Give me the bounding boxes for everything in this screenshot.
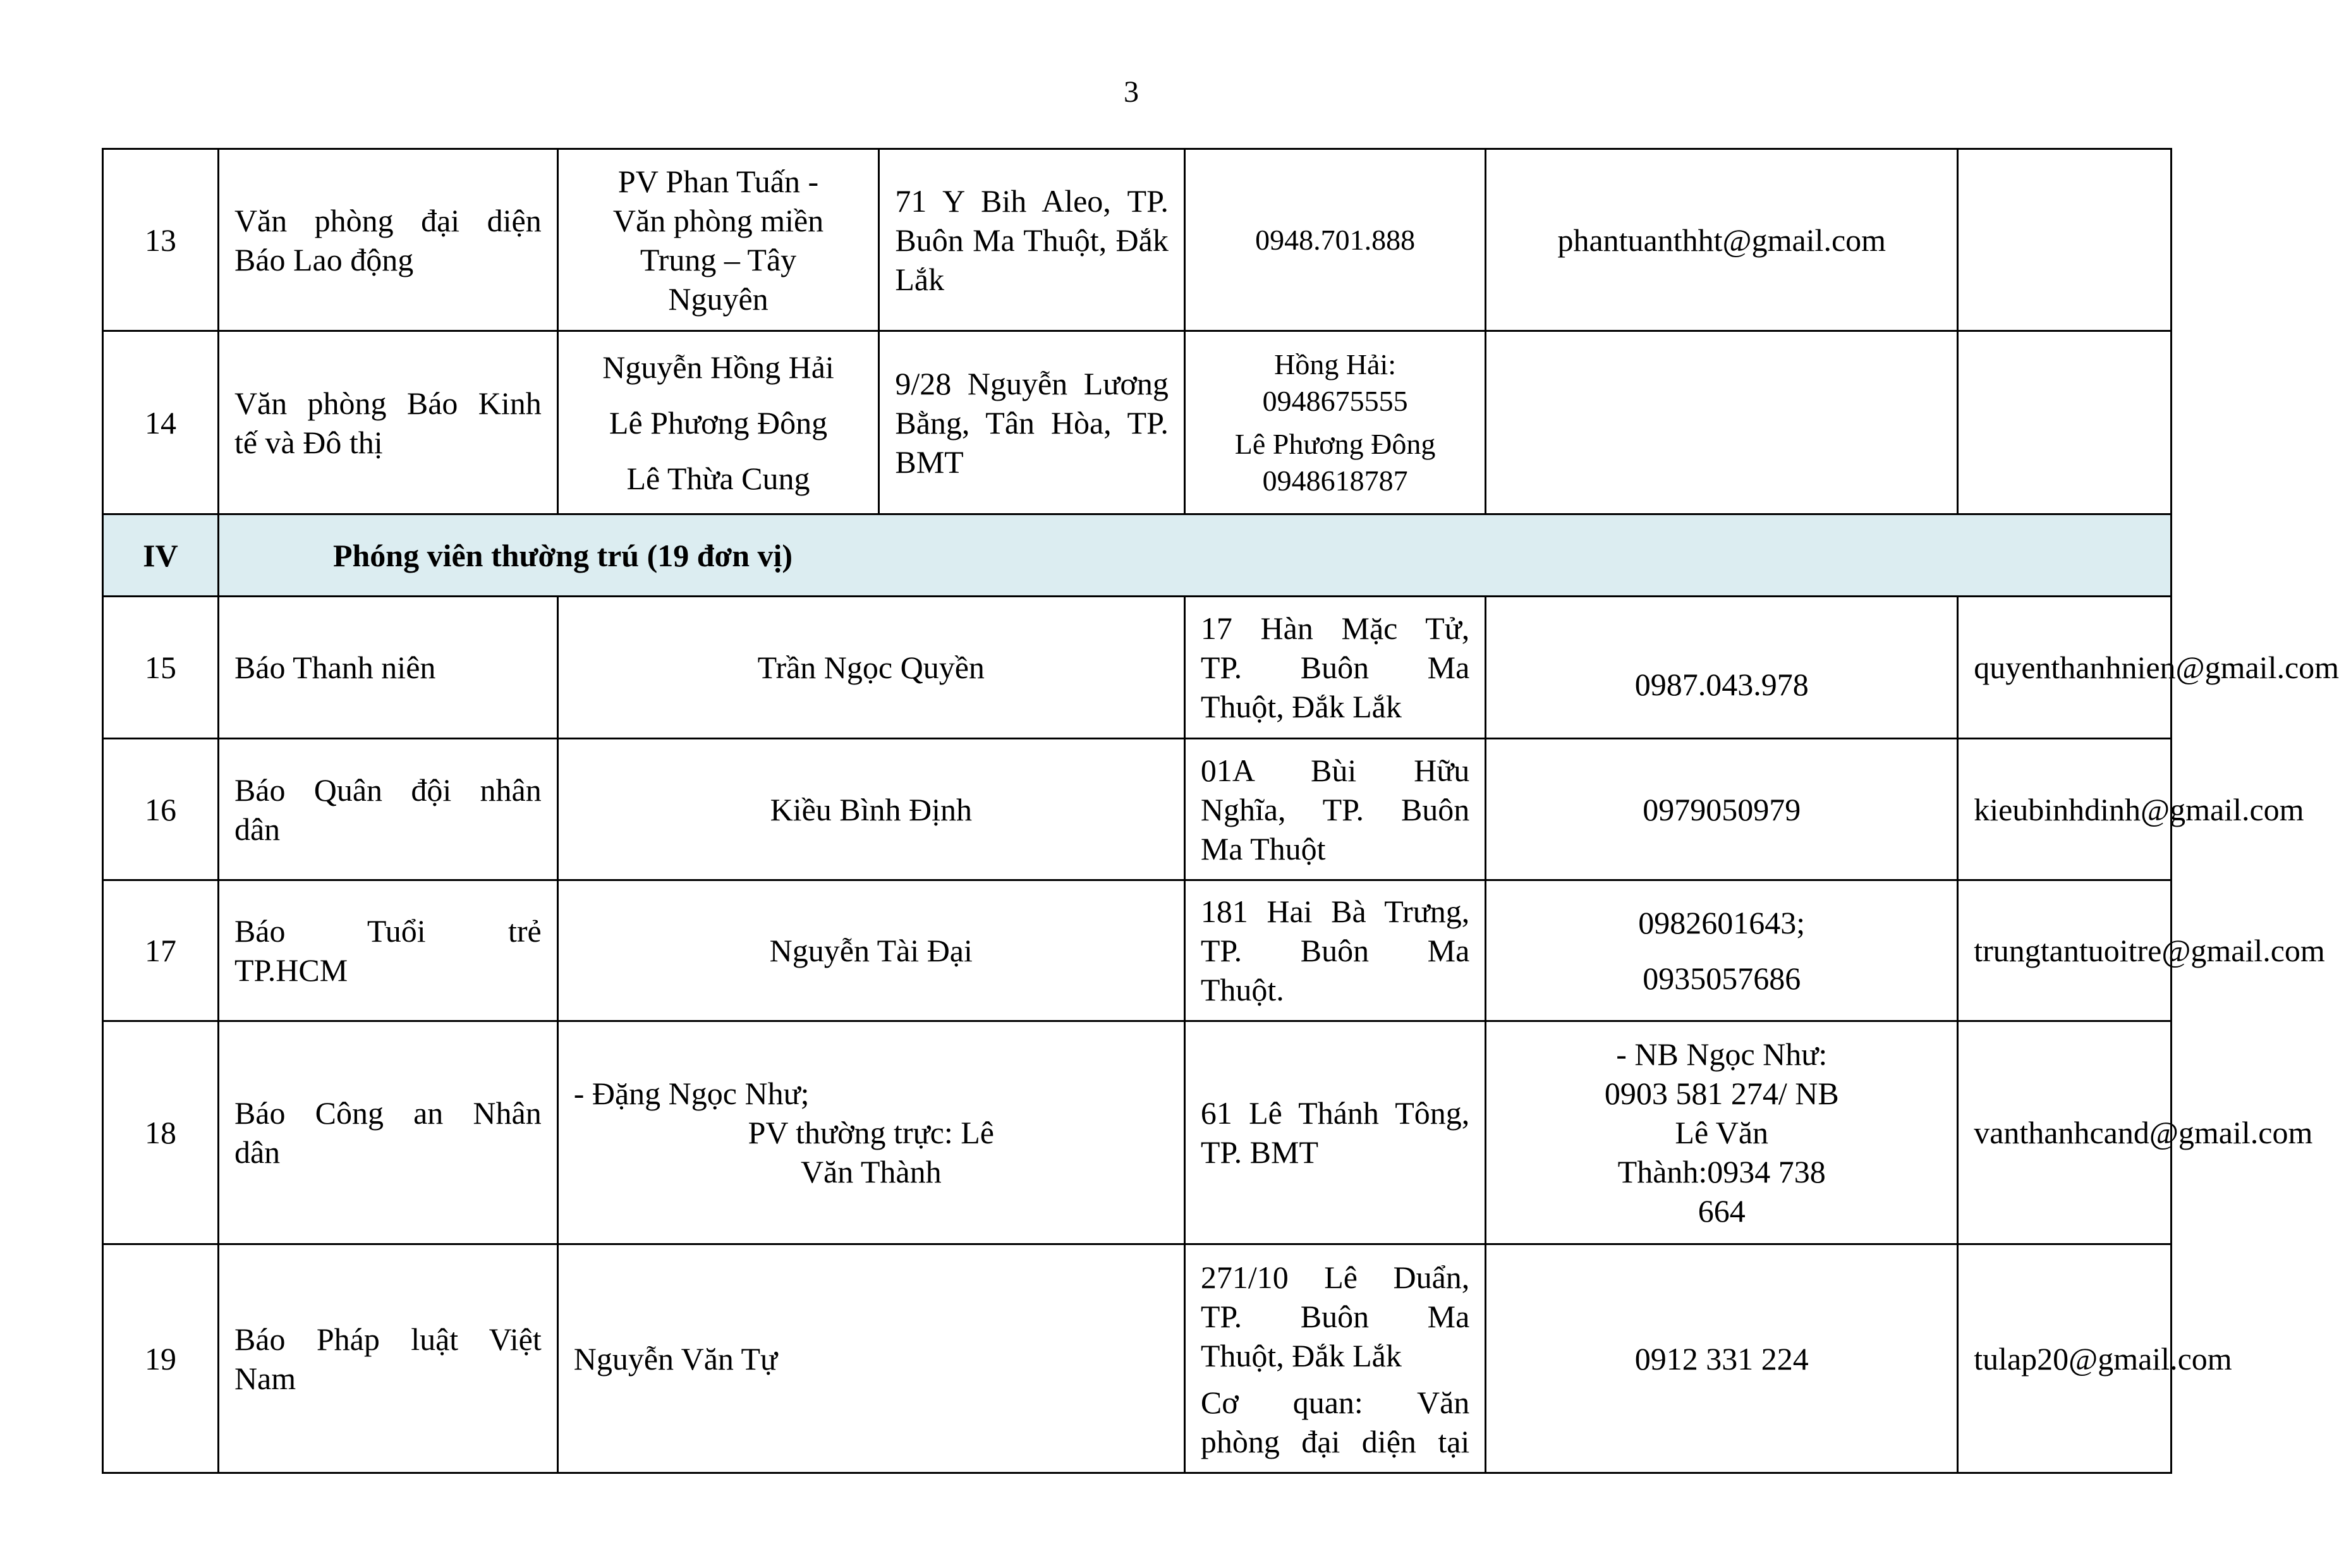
row-number: 13 xyxy=(103,149,219,331)
agency-cell xyxy=(218,149,557,331)
agency-line: Nam xyxy=(234,1360,296,1396)
email-cell: vanthanhcand@gmail.com xyxy=(1958,1021,2172,1244)
contact-line: PV thường trực: Lê xyxy=(748,1115,994,1150)
row-number: 15 xyxy=(103,597,219,739)
phone-cell xyxy=(1486,739,1958,880)
press-contact-table xyxy=(102,148,2339,1474)
contact-cell xyxy=(557,739,1184,880)
address-line: Nghĩa, TP. Buôn xyxy=(1200,791,1470,827)
section-title: Phóng viên thường trú (19 đơn vị) xyxy=(218,514,2171,597)
agency-cell xyxy=(218,331,557,514)
email-cell: phantuanthht@gmail.com xyxy=(1486,149,1958,331)
email-cell: kieubinhdinh@gmail.com xyxy=(1958,739,2172,880)
address-line: Thuột, Đắk Lắk xyxy=(1200,1338,1402,1373)
address-line: Cơ quan: Văn xyxy=(1200,1385,1470,1420)
phone-line: 0935057686 xyxy=(1643,961,1801,996)
agency-cell xyxy=(218,739,557,880)
contact-cell xyxy=(557,1244,1184,1473)
agency-line: dân xyxy=(234,1134,281,1170)
address-line: Thuột, Đắk Lắk xyxy=(1200,689,1402,724)
address-line: 271/10 Lê Duẩn, xyxy=(1200,1260,1470,1295)
contact-line: Văn Thành xyxy=(800,1154,942,1189)
email-cell: quyenthanhnien@gmail.com xyxy=(1958,597,2172,739)
page-number: 3 xyxy=(1124,75,1139,109)
note-cell xyxy=(1958,149,2172,331)
contact-line: Lê Thừa Cung xyxy=(626,460,810,496)
row-number: 14 xyxy=(103,331,219,514)
address-line: BMT xyxy=(895,444,964,480)
address-line: Lắk xyxy=(895,261,945,297)
contact-line: Kiều Bình Định xyxy=(770,791,972,827)
agency-cell xyxy=(218,880,557,1021)
phone-cell xyxy=(1184,149,1485,331)
contact-line: PV Phan Tuấn - xyxy=(617,163,819,199)
contact-line: Trần Ngọc Quyền xyxy=(757,650,985,685)
agency-cell xyxy=(218,1244,557,1473)
phone-cell xyxy=(1486,880,1958,1021)
table-row xyxy=(103,597,2172,739)
table-row xyxy=(103,331,2172,514)
phone-line: 0987.043.978 xyxy=(1634,667,1809,702)
address-cell xyxy=(1184,880,1485,1021)
phone-line: 0948675555 xyxy=(1262,384,1408,417)
phone-line: 0912 331 224 xyxy=(1634,1340,1809,1377)
email-cell: trungtantuoitre@gmail.com xyxy=(1958,880,2172,1021)
row-number: 18 xyxy=(103,1021,219,1244)
phone-line: 0979050979 xyxy=(1643,791,1801,827)
address-line: TP. BMT xyxy=(1200,1134,1319,1170)
contact-cell xyxy=(557,331,879,514)
agency-cell xyxy=(218,597,557,739)
address-line: 181 Hai Bà Trưng, xyxy=(1200,894,1470,929)
contact-cell xyxy=(557,149,879,331)
contact-line: Trung – Tây xyxy=(640,241,797,277)
contact-line: Văn phòng miền xyxy=(612,202,824,238)
table-row xyxy=(103,1021,2172,1244)
agency-line: Văn phòng đại diện xyxy=(234,202,542,238)
phone-line: Hồng Hải: xyxy=(1274,348,1397,380)
address-line: 17 Hàn Mặc Tử, xyxy=(1200,611,1470,646)
phone-line: 664 xyxy=(1698,1193,1746,1229)
address-line: 71 Y Bih Aleo, TP. xyxy=(895,183,1169,219)
address-cell xyxy=(1184,1021,1485,1244)
contact-cell xyxy=(557,597,1184,739)
agency-line: Báo Pháp luật Việt xyxy=(234,1321,542,1357)
phone-line: 0982601643; xyxy=(1638,905,1806,940)
address-line: TP. Buôn Ma xyxy=(1200,1299,1470,1334)
agency-line: dân xyxy=(234,811,281,847)
agency-cell xyxy=(218,1021,557,1244)
agency-line: Báo Công an Nhân xyxy=(234,1095,542,1131)
agency-line: Văn phòng Báo Kinh xyxy=(234,385,542,421)
row-number: 16 xyxy=(103,739,219,880)
contact-line: - Đặng Ngọc Như; xyxy=(573,1076,810,1111)
phone-line: 0948618787 xyxy=(1262,464,1408,497)
phone-line: 0903 581 274/ NB xyxy=(1604,1076,1839,1111)
agency-line: TP.HCM xyxy=(234,952,348,988)
phone-line: Lê Văn xyxy=(1675,1115,1769,1150)
address-line: 9/28 Nguyễn Lương xyxy=(895,365,1169,401)
agency-line: Báo Lao động xyxy=(234,241,414,277)
phone-cell xyxy=(1486,1244,1958,1473)
address-line: Bằng, Tân Hòa, TP. xyxy=(895,404,1169,441)
address-cell xyxy=(1184,1244,1485,1473)
address-line: 01A Bùi Hữu xyxy=(1200,752,1470,788)
table-row xyxy=(103,739,2172,880)
contact-line: Nguyễn Tài Đại xyxy=(769,933,973,968)
address-cell xyxy=(1184,739,1485,880)
table-row xyxy=(103,880,2172,1021)
address-line: TP. Buôn Ma xyxy=(1200,933,1470,968)
email-cell: tulap20@gmail.com xyxy=(1958,1244,2172,1473)
contact-line: Nguyễn Văn Tự xyxy=(573,1340,778,1377)
address-cell xyxy=(879,331,1185,514)
contact-line: Nguyễn Hồng Hải xyxy=(602,349,834,385)
address-line: Ma Thuột xyxy=(1200,830,1326,866)
table-row xyxy=(103,149,2172,331)
contact-cell xyxy=(557,1021,1184,1244)
agency-line: Báo Tuổi trẻ xyxy=(234,913,542,949)
row-number: 17 xyxy=(103,880,219,1021)
section-number: IV xyxy=(103,514,219,597)
table-row xyxy=(103,1244,2172,1473)
agency-line: Báo Quân đội nhân xyxy=(234,772,542,808)
address-line: TP. Buôn Ma xyxy=(1200,650,1470,685)
address-line: Buôn Ma Thuột, Đắk xyxy=(895,222,1169,258)
row-number: 19 xyxy=(103,1244,219,1473)
address-cell xyxy=(1184,597,1485,739)
phone-cell xyxy=(1486,597,1958,739)
contact-line: Nguyên xyxy=(668,281,769,317)
address-line: Thuột. xyxy=(1200,972,1284,1007)
address-line: phòng đại diện tại xyxy=(1200,1424,1470,1459)
contact-line: Lê Phương Đông xyxy=(609,404,828,441)
phone-line: 0948.701.888 xyxy=(1255,223,1416,256)
note-cell xyxy=(1958,331,2172,514)
phone-cell xyxy=(1486,1021,1958,1244)
section-header-row xyxy=(103,514,2172,597)
address-line: 61 Lê Thánh Tông, xyxy=(1200,1095,1470,1131)
phone-line: Lê Phương Đông xyxy=(1234,427,1436,460)
phone-cell xyxy=(1184,331,1485,514)
agency-line: Báo Thanh niên xyxy=(234,650,436,685)
agency-line: tế và Đô thị xyxy=(234,424,383,460)
phone-line: Thành:0934 738 xyxy=(1617,1154,1826,1189)
phone-line: - NB Ngọc Như: xyxy=(1616,1036,1828,1072)
address-cell xyxy=(879,149,1185,331)
email-cell xyxy=(1486,331,1958,514)
contact-cell xyxy=(557,880,1184,1021)
